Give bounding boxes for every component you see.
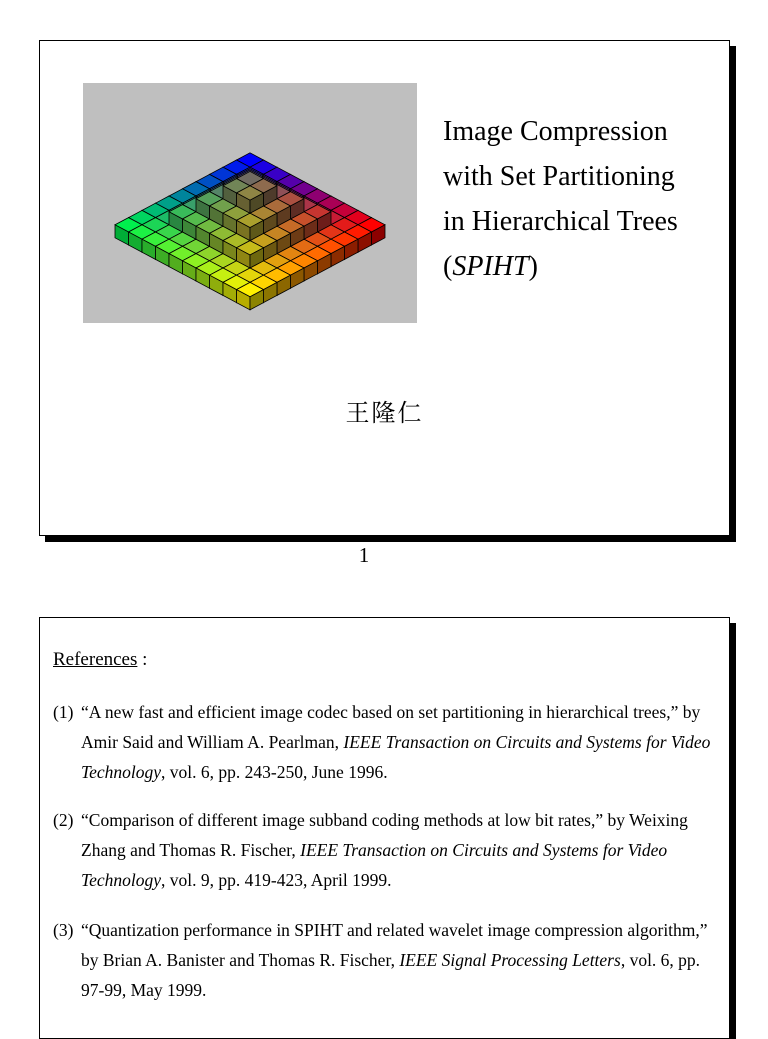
rgb-cube-pyramid-image bbox=[83, 83, 417, 323]
references-slide bbox=[39, 617, 730, 1039]
reference-number: (1) bbox=[53, 702, 74, 722]
slide-title bbox=[443, 109, 723, 289]
cube-pyramid-graphic bbox=[83, 83, 417, 323]
reference-text: “Quantization performance in SPIHT and related wavelet image compression algorithm,” by Brian A. Banister and Thomas R. Fischer, IEEE Signal Processing Letters, vol. 6, pp. 97-99, May 1999. bbox=[81, 920, 708, 1000]
page-number: 1 bbox=[358, 543, 370, 567]
title-acronym: SPIHT bbox=[452, 251, 529, 282]
title-line-2: with Set Partitioning bbox=[443, 161, 675, 192]
reference-item-3 bbox=[53, 915, 713, 1005]
reference-number: (2) bbox=[53, 810, 74, 830]
author-name: 王隆仁 bbox=[345, 399, 424, 427]
title-line-3: in Hierarchical Trees bbox=[443, 206, 678, 237]
title-line-4: (SPIHT) bbox=[443, 251, 538, 282]
title-line-1: Image Compression bbox=[443, 116, 668, 147]
title-slide bbox=[39, 40, 730, 536]
reference-journal: IEEE Transaction on Circuits and Systems for Video Technology bbox=[81, 840, 668, 890]
reference-item-1 bbox=[53, 697, 713, 787]
reference-journal: IEEE Signal Processing Letters bbox=[399, 950, 621, 970]
reference-journal: IEEE Transaction on Circuits and Systems for Video Technology bbox=[81, 732, 711, 782]
reference-number: (3) bbox=[53, 920, 74, 940]
reference-text: “Comparison of different image subband coding methods at low bit rates,” by Weixing Zhang and Thomas R. Fischer, IEEE Transaction on Circuits and Systems for Video Technology, vol. 9, pp. 419-423, April 1999. bbox=[81, 810, 688, 890]
reference-item-2 bbox=[53, 805, 713, 895]
references-heading: References : bbox=[53, 649, 148, 670]
reference-text: “A new fast and efficient image codec based on set partitioning in hierarchical trees,” by Amir Said and William A. Pearlman, IEEE Transaction on Circuits and Systems for Video Technology, vol. 6, pp. 243-250, June 1996. bbox=[81, 702, 711, 782]
